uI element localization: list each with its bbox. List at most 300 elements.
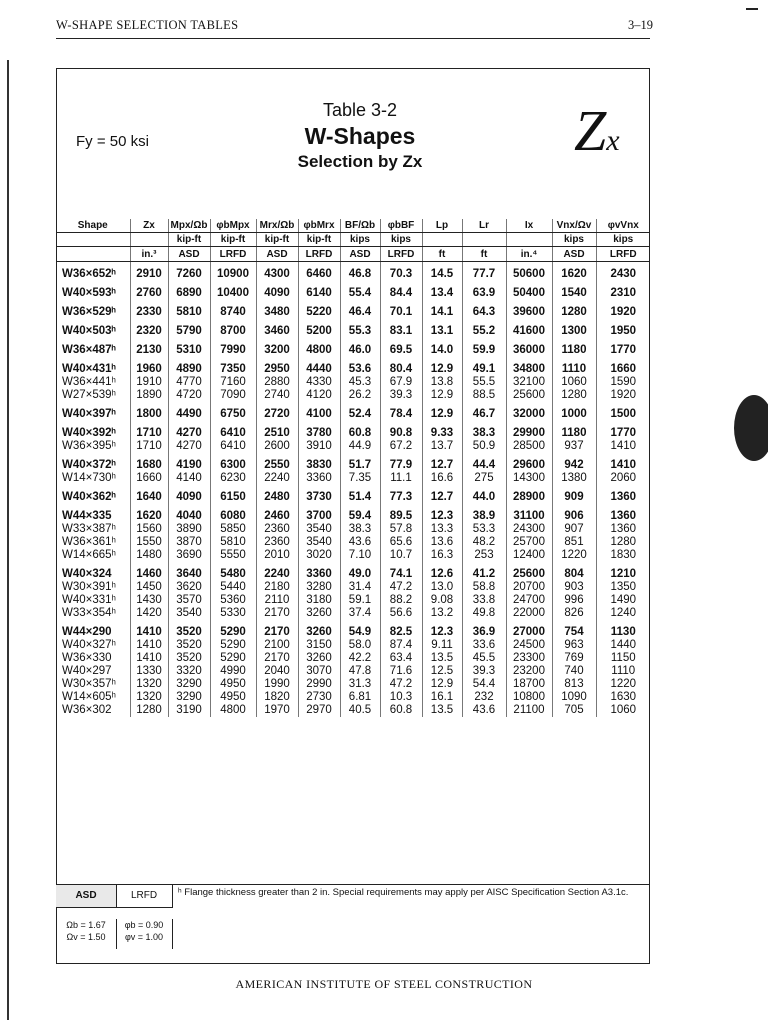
value-cell: 12.9 [422, 363, 462, 376]
table-row [56, 363, 650, 376]
value-cell: 3540 [298, 536, 340, 549]
value-cell: 34800 [506, 363, 552, 376]
value-cell: 53.6 [340, 363, 380, 376]
value-cell: 2040 [256, 665, 298, 678]
column-header: φbMpx [210, 219, 256, 233]
value-cell: 3780 [298, 427, 340, 440]
value-cell: 31100 [506, 510, 552, 523]
value-cell: 1180 [552, 427, 596, 440]
value-cell: 1110 [552, 363, 596, 376]
table-row [56, 594, 650, 607]
value-cell: 253 [462, 549, 506, 562]
value-cell: 16.3 [422, 549, 462, 562]
value-cell: 1330 [130, 665, 168, 678]
value-cell: 3190 [168, 704, 210, 717]
table-row [56, 306, 650, 319]
value-cell: 1560 [130, 523, 168, 536]
value-cell: 6410 [210, 440, 256, 453]
value-cell: 55.4 [340, 287, 380, 300]
value-cell: 3520 [168, 639, 210, 652]
zx-letter: Z [574, 98, 607, 163]
shape-cell: W40×593ʰ [62, 287, 116, 299]
value-cell: 28900 [506, 491, 552, 504]
value-cell: 6150 [210, 491, 256, 504]
value-cell: 32000 [506, 408, 552, 421]
value-cell: 5810 [168, 306, 210, 319]
value-cell: 1240 [596, 607, 650, 620]
value-cell: 12.3 [422, 510, 462, 523]
table-row [56, 491, 650, 504]
value-cell: 4090 [168, 491, 210, 504]
value-cell: 6300 [210, 459, 256, 472]
value-cell: 1490 [596, 594, 650, 607]
value-cell: 1110 [596, 665, 650, 678]
value-cell: 38.3 [462, 427, 506, 440]
value-cell: 4800 [210, 704, 256, 717]
table-number: Table 3-2 [322, 100, 398, 120]
value-cell: 12.9 [422, 678, 462, 691]
value-cell: 10400 [210, 287, 256, 300]
shape-cell: W40×503ʰ [62, 325, 116, 337]
value-cell: 74.1 [380, 568, 422, 581]
shape-cell: W27×539ʰ [62, 389, 116, 401]
value-cell: 27000 [506, 626, 552, 639]
value-cell: 903 [552, 581, 596, 594]
value-cell: 28500 [506, 440, 552, 453]
value-cell: 2330 [130, 306, 168, 319]
value-cell: 22000 [506, 607, 552, 620]
omega-v: Ωv = 1.50 [66, 932, 106, 942]
value-cell: 1440 [596, 639, 650, 652]
value-cell: 1130 [596, 626, 650, 639]
value-cell: 44.4 [462, 459, 506, 472]
value-cell: 769 [552, 652, 596, 665]
column-subheader: kip-ft [168, 233, 210, 247]
value-cell: 1620 [552, 268, 596, 281]
value-cell: 1180 [552, 344, 596, 357]
shape-cell: W40×392ʰ [62, 427, 116, 439]
column-header: Mrx/Ωb [256, 219, 298, 233]
value-cell: 25700 [506, 536, 552, 549]
table-title [260, 100, 460, 172]
value-cell: 82.5 [380, 626, 422, 639]
value-cell: 24700 [506, 594, 552, 607]
asd-label: ASD [56, 885, 117, 908]
value-cell: 3700 [298, 510, 340, 523]
value-cell: 54.4 [462, 678, 506, 691]
column-subheader: kip-ft [298, 233, 340, 247]
shape-cell: W33×354ʰ [62, 607, 116, 619]
value-cell: 2970 [298, 704, 340, 717]
running-header: W-SHAPE SELECTION TABLES [56, 18, 239, 32]
value-cell: 1320 [130, 691, 168, 704]
value-cell: 1410 [596, 459, 650, 472]
value-cell: 36.9 [462, 626, 506, 639]
value-cell: 1640 [130, 491, 168, 504]
column-subheader: kips [340, 233, 380, 247]
value-cell: 44.0 [462, 491, 506, 504]
value-cell: 57.8 [380, 523, 422, 536]
value-cell: 3830 [298, 459, 340, 472]
value-cell: 6460 [298, 268, 340, 281]
value-cell: 25600 [506, 389, 552, 402]
value-cell: 1830 [596, 549, 650, 562]
value-cell: 851 [552, 536, 596, 549]
value-cell: 4890 [168, 363, 210, 376]
column-header: Lr [462, 219, 506, 233]
left-binding-mark [7, 60, 9, 1020]
value-cell: 3540 [168, 607, 210, 620]
value-cell: 3690 [168, 549, 210, 562]
value-cell: 1320 [130, 678, 168, 691]
value-cell: 2060 [596, 472, 650, 485]
value-cell: 804 [552, 568, 596, 581]
value-cell: 906 [552, 510, 596, 523]
table-row [56, 427, 650, 440]
value-cell: 1460 [130, 568, 168, 581]
value-cell: 5360 [210, 594, 256, 607]
value-cell: 51.4 [340, 491, 380, 504]
value-cell: 5850 [210, 523, 256, 536]
value-cell: 4490 [168, 408, 210, 421]
table-footer [56, 884, 650, 965]
column-unit: in.⁴ [506, 247, 552, 262]
column-unit: ASD [340, 247, 380, 262]
value-cell: 12.7 [422, 459, 462, 472]
table-row [56, 523, 650, 536]
column-subheader [422, 233, 462, 247]
shape-cell: W40×431ʰ [62, 363, 116, 375]
shape-cell: W36×395ʰ [62, 440, 116, 452]
value-cell: 70.1 [380, 306, 422, 319]
value-cell: 3730 [298, 491, 340, 504]
value-cell: 2720 [256, 408, 298, 421]
value-cell: 3910 [298, 440, 340, 453]
column-header: Shape [56, 219, 130, 233]
value-cell: 1950 [596, 325, 650, 338]
value-cell: 47.2 [380, 581, 422, 594]
value-cell: 33.6 [462, 639, 506, 652]
value-cell: 1710 [130, 427, 168, 440]
value-cell: 937 [552, 440, 596, 453]
value-cell: 80.4 [380, 363, 422, 376]
value-cell: 3570 [168, 594, 210, 607]
value-cell: 12.9 [422, 408, 462, 421]
shape-cell: W40×372ʰ [62, 459, 116, 471]
value-cell: 1970 [256, 704, 298, 717]
value-cell: 63.9 [462, 287, 506, 300]
value-cell: 13.0 [422, 581, 462, 594]
value-cell: 13.7 [422, 440, 462, 453]
value-cell: 909 [552, 491, 596, 504]
table-row [56, 652, 650, 665]
value-cell: 1280 [552, 306, 596, 319]
value-cell: 1360 [596, 491, 650, 504]
value-cell: 36000 [506, 344, 552, 357]
value-cell: 1680 [130, 459, 168, 472]
value-cell: 13.5 [422, 652, 462, 665]
value-cell: 13.4 [422, 287, 462, 300]
value-cell: 39600 [506, 306, 552, 319]
value-cell: 1770 [596, 427, 650, 440]
value-cell: 12.6 [422, 568, 462, 581]
column-subheader: kips [380, 233, 422, 247]
value-cell: 31.3 [340, 678, 380, 691]
value-cell: 3870 [168, 536, 210, 549]
shape-cell: W44×290 [62, 626, 112, 638]
value-cell: 10.3 [380, 691, 422, 704]
value-cell: 3360 [298, 568, 340, 581]
value-cell: 1800 [130, 408, 168, 421]
value-cell: 47.8 [340, 665, 380, 678]
value-cell: 40.5 [340, 704, 380, 717]
value-cell: 705 [552, 704, 596, 717]
value-cell: 2880 [256, 376, 298, 389]
value-cell: 1630 [596, 691, 650, 704]
value-cell: 60.8 [340, 427, 380, 440]
shape-cell: W14×730ʰ [62, 472, 116, 484]
value-cell: 5200 [298, 325, 340, 338]
value-cell: 4270 [168, 440, 210, 453]
value-cell: 1550 [130, 536, 168, 549]
value-cell: 4300 [256, 268, 298, 281]
value-cell: 77.9 [380, 459, 422, 472]
value-cell: 45.3 [340, 376, 380, 389]
value-cell: 6230 [210, 472, 256, 485]
value-cell: 740 [552, 665, 596, 678]
value-cell: 2730 [298, 691, 340, 704]
value-cell: 5310 [168, 344, 210, 357]
value-cell: 2950 [256, 363, 298, 376]
shape-cell: W36×529ʰ [62, 306, 116, 318]
value-cell: 3890 [168, 523, 210, 536]
value-cell: 18700 [506, 678, 552, 691]
value-cell: 41600 [506, 325, 552, 338]
column-unit [56, 247, 130, 262]
value-cell: 5810 [210, 536, 256, 549]
value-cell: 1350 [596, 581, 650, 594]
value-cell: 1890 [130, 389, 168, 402]
value-cell: 7.10 [340, 549, 380, 562]
value-cell: 5330 [210, 607, 256, 620]
column-header: φvVnx [596, 219, 650, 233]
value-cell: 70.3 [380, 268, 422, 281]
value-cell: 14.1 [422, 306, 462, 319]
value-cell: 3260 [298, 607, 340, 620]
value-cell: 4120 [298, 389, 340, 402]
value-cell: 4950 [210, 691, 256, 704]
table-row [56, 376, 650, 389]
value-cell: 90.8 [380, 427, 422, 440]
value-cell: 4090 [256, 287, 298, 300]
header-rule [56, 38, 650, 39]
value-cell: 13.8 [422, 376, 462, 389]
table-row [56, 408, 650, 421]
value-cell: 12.3 [422, 626, 462, 639]
value-cell: 13.2 [422, 607, 462, 620]
value-cell: 41.2 [462, 568, 506, 581]
value-cell: 3070 [298, 665, 340, 678]
value-cell: 3280 [298, 581, 340, 594]
value-cell: 2240 [256, 568, 298, 581]
value-cell: 48.2 [462, 536, 506, 549]
column-unit: ASD [256, 247, 298, 262]
column-subheader: kips [596, 233, 650, 247]
column-unit: LRFD [298, 247, 340, 262]
value-cell: 7160 [210, 376, 256, 389]
value-cell: 4800 [298, 344, 340, 357]
column-header: φbMrx [298, 219, 340, 233]
column-unit: LRFD [380, 247, 422, 262]
value-cell: 52.4 [340, 408, 380, 421]
value-cell: 38.9 [462, 510, 506, 523]
value-cell: 2910 [130, 268, 168, 281]
table-row [56, 389, 650, 402]
column-subheader: kip-ft [256, 233, 298, 247]
table-row [56, 665, 650, 678]
value-cell: 3150 [298, 639, 340, 652]
value-cell: 7.35 [340, 472, 380, 485]
value-cell: 7260 [168, 268, 210, 281]
selection-table [56, 219, 650, 717]
value-cell: 12.5 [422, 665, 462, 678]
value-cell: 1280 [596, 536, 650, 549]
value-cell: 14300 [506, 472, 552, 485]
value-cell: 46.8 [340, 268, 380, 281]
value-cell: 5550 [210, 549, 256, 562]
column-header: Ix [506, 219, 552, 233]
value-cell: 38.3 [340, 523, 380, 536]
shape-cell: W33×387ʰ [62, 523, 116, 535]
shape-cell: W40×362ʰ [62, 491, 116, 503]
value-cell: 4720 [168, 389, 210, 402]
column-header: BF/Ωb [340, 219, 380, 233]
value-cell: 8740 [210, 306, 256, 319]
shape-cell: W40×324 [62, 568, 112, 580]
value-cell: 23300 [506, 652, 552, 665]
value-cell: 813 [552, 678, 596, 691]
value-cell: 1500 [596, 408, 650, 421]
value-cell: 942 [552, 459, 596, 472]
column-unit: in.³ [130, 247, 168, 262]
value-cell: 826 [552, 607, 596, 620]
shape-cell: W30×357ʰ [62, 678, 116, 690]
column-subheader: kip-ft [210, 233, 256, 247]
value-cell: 25600 [506, 568, 552, 581]
value-cell: 2600 [256, 440, 298, 453]
value-cell: 49.1 [462, 363, 506, 376]
value-cell: 50400 [506, 287, 552, 300]
value-cell: 1360 [596, 523, 650, 536]
value-cell: 43.6 [462, 704, 506, 717]
value-cell: 60.8 [380, 704, 422, 717]
value-cell: 2170 [256, 626, 298, 639]
value-cell: 1590 [596, 376, 650, 389]
column-unit: ASD [168, 247, 210, 262]
shape-cell: W40×327ʰ [62, 639, 116, 651]
omega-b: Ωb = 1.67 [66, 920, 106, 930]
table-row [56, 325, 650, 338]
value-cell: 5220 [298, 306, 340, 319]
column-subheader [56, 233, 130, 247]
shape-cell: W36×487ʰ [62, 344, 116, 356]
value-cell: 6140 [298, 287, 340, 300]
value-cell: 59.1 [340, 594, 380, 607]
value-cell: 49.0 [340, 568, 380, 581]
column-unit: LRFD [210, 247, 256, 262]
value-cell: 89.5 [380, 510, 422, 523]
value-cell: 1410 [130, 639, 168, 652]
value-cell: 6750 [210, 408, 256, 421]
value-cell: 4770 [168, 376, 210, 389]
value-cell: 47.2 [380, 678, 422, 691]
value-cell: 1060 [596, 704, 650, 717]
value-cell: 996 [552, 594, 596, 607]
value-cell: 1990 [256, 678, 298, 691]
value-cell: 1090 [552, 691, 596, 704]
value-cell: 3480 [256, 306, 298, 319]
column-header: φbBF [380, 219, 422, 233]
column-subheader: kips [552, 233, 596, 247]
value-cell: 1220 [552, 549, 596, 562]
value-cell: 11.1 [380, 472, 422, 485]
value-cell: 1220 [596, 678, 650, 691]
table-row [56, 568, 650, 581]
value-cell: 2170 [256, 652, 298, 665]
value-cell: 1620 [130, 510, 168, 523]
value-cell: 3540 [298, 523, 340, 536]
value-cell: 4190 [168, 459, 210, 472]
shape-cell: W36×652ʰ [62, 268, 116, 280]
value-cell: 1430 [130, 594, 168, 607]
value-cell: 5790 [168, 325, 210, 338]
value-cell: 53.3 [462, 523, 506, 536]
value-cell: 4330 [298, 376, 340, 389]
shape-cell: W14×665ʰ [62, 549, 116, 561]
corner-mark [746, 8, 758, 10]
value-cell: 20700 [506, 581, 552, 594]
shape-cell: W36×302 [62, 704, 112, 716]
value-cell: 1660 [596, 363, 650, 376]
value-cell: 3320 [168, 665, 210, 678]
value-cell: 32100 [506, 376, 552, 389]
value-cell: 1420 [130, 607, 168, 620]
shape-cell: W44×335 [62, 510, 112, 522]
value-cell: 7990 [210, 344, 256, 357]
value-cell: 5290 [210, 639, 256, 652]
value-cell: 13.6 [422, 536, 462, 549]
value-cell: 12400 [506, 549, 552, 562]
value-cell: 13.3 [422, 523, 462, 536]
value-cell: 8700 [210, 325, 256, 338]
value-cell: 2320 [130, 325, 168, 338]
shape-cell: W40×331ʰ [62, 594, 116, 606]
value-cell: 1960 [130, 363, 168, 376]
value-cell: 3200 [256, 344, 298, 357]
page-number: 3–19 [628, 18, 653, 32]
value-cell: 13.5 [422, 704, 462, 717]
value-cell: 275 [462, 472, 506, 485]
value-cell: 6410 [210, 427, 256, 440]
yield-strength: Fy = 50 ksi [76, 133, 149, 150]
value-cell: 10900 [210, 268, 256, 281]
value-cell: 14.0 [422, 344, 462, 357]
value-cell: 2130 [130, 344, 168, 357]
selection-table-wrap [56, 219, 650, 717]
column-header: Mpx/Ωb [168, 219, 210, 233]
value-cell: 71.6 [380, 665, 422, 678]
value-cell: 2170 [256, 607, 298, 620]
